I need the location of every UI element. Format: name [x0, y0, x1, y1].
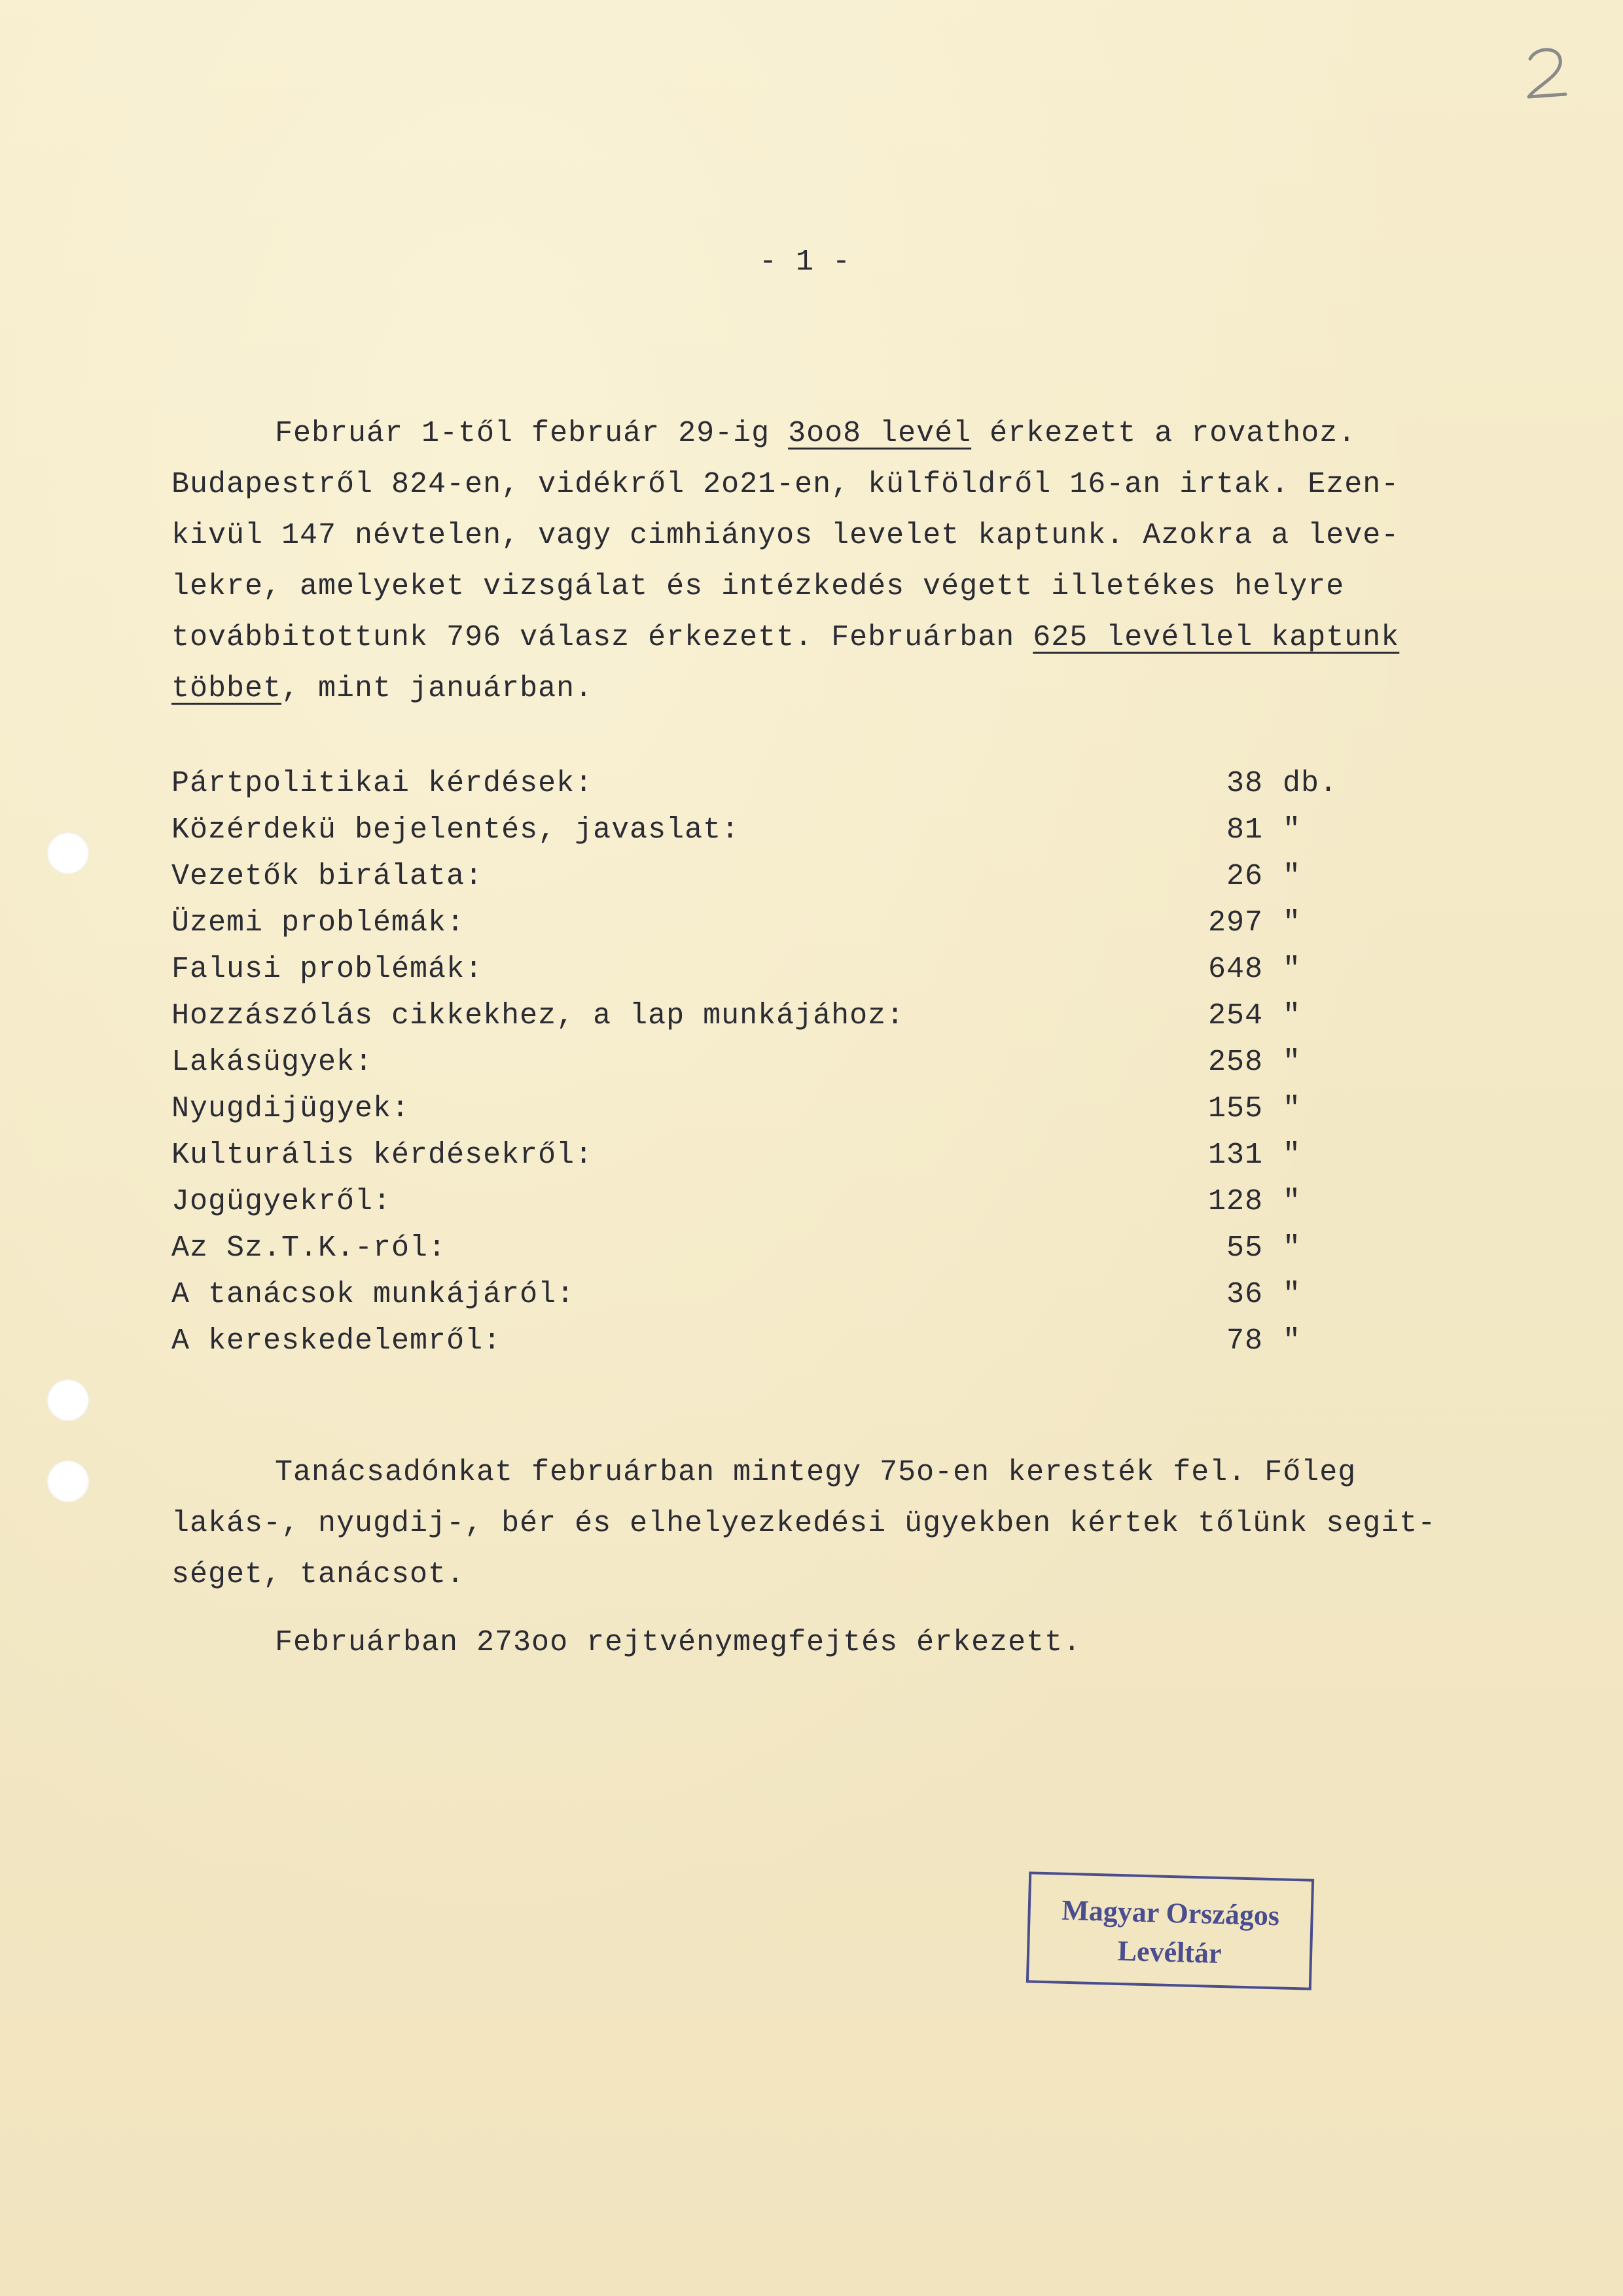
category-value: 131 — [1207, 1139, 1263, 1172]
category-label: Hozzászólás cikkekhez, a lap munkájához: — [171, 999, 905, 1033]
intro-line-1-end: érkezett a rovathoz. — [971, 417, 1357, 450]
intro-line-1-text: Február 1-től február 29-ig — [275, 417, 789, 450]
category-label: Jogügyekről: — [171, 1185, 392, 1218]
category-label: Közérdekü bejelentés, javaslat: — [171, 813, 740, 847]
increase-underlined: 625 levéllel kaptunk — [1033, 621, 1400, 654]
stamp-line-2: Levéltár — [1117, 1934, 1222, 1970]
intro-line-2: Budapestről 824-en, vidékről 2o21-en, külföldről 16-an irtak. Ezen- — [171, 468, 1400, 501]
consultation-line-3: séget, tanácsot. — [171, 1558, 465, 1591]
page-marker: - 1 - — [759, 245, 851, 279]
intro-line-6 — [171, 674, 593, 703]
category-unit: db. — [1283, 767, 1338, 800]
category-value: 55 — [1226, 1231, 1263, 1265]
category-value: 78 — [1226, 1324, 1263, 1358]
category-unit: " — [1283, 1185, 1302, 1218]
intro-line-4: lekre, amelyeket vizsgálat és intézkedés végett illetékes helyre — [171, 570, 1345, 603]
category-unit: " — [1283, 860, 1302, 893]
punch-hole-middle — [47, 1379, 89, 1421]
category-unit: " — [1283, 953, 1302, 986]
category-unit: " — [1283, 1139, 1302, 1172]
archive-stamp — [1026, 1871, 1314, 1990]
category-label: Lakásügyek: — [171, 1046, 374, 1079]
category-value: 36 — [1226, 1278, 1263, 1311]
category-label: Az Sz.T.K.-ról: — [171, 1231, 447, 1265]
punch-hole-top — [47, 832, 89, 874]
category-label: Üzemi problémák: — [171, 906, 465, 940]
category-value: 258 — [1207, 1046, 1263, 1079]
category-value: 128 — [1207, 1185, 1263, 1218]
category-label: Nyugdijügyek: — [171, 1092, 410, 1125]
intro-line-5-text: továbbitottunk 796 válasz érkezett. Februárban — [171, 621, 1033, 654]
stamp-line-1: Magyar Országos — [1061, 1894, 1280, 1932]
category-value: 26 — [1226, 860, 1263, 893]
puzzle-paragraph: Februárban 273oo rejtvénymegfejtés érkezett. — [275, 1626, 1082, 1659]
category-value: 155 — [1207, 1092, 1263, 1125]
category-value: 297 — [1207, 906, 1263, 940]
category-value: 648 — [1207, 953, 1263, 986]
punch-hole-bottom — [47, 1460, 89, 1502]
category-label: Kulturális kérdésekről: — [171, 1139, 594, 1172]
category-unit: " — [1283, 999, 1302, 1033]
consultation-line-2: lakás-, nyugdij-, bér és elhelyezkedési ügyekben kértek tőlünk segit- — [171, 1507, 1436, 1540]
category-value: 254 — [1207, 999, 1263, 1033]
intro-line-3: kivül 147 névtelen, vagy cimhiányos levelet kaptunk. Azokra a leve- — [171, 519, 1400, 552]
intro-line-6-end: , mint januárban. — [281, 672, 594, 705]
category-unit: " — [1283, 1046, 1302, 1079]
category-label: Vezetők birálata: — [171, 860, 484, 893]
letter-count-underlined: 3oo8 levél — [788, 417, 972, 450]
category-label: A kereskedelemről: — [171, 1324, 502, 1358]
category-unit: " — [1283, 1092, 1302, 1125]
category-label: A tanácsok munkájáról: — [171, 1278, 575, 1311]
more-underlined: többet — [171, 672, 282, 705]
intro-line-1 — [275, 419, 1356, 448]
handwritten-page-number — [1517, 39, 1576, 105]
category-unit: " — [1283, 813, 1302, 847]
category-unit: " — [1283, 1324, 1302, 1358]
category-unit: " — [1283, 906, 1302, 940]
consultation-line-1: Tanácsadónkat februárban mintegy 75o-en keresték fel. Főleg — [275, 1456, 1357, 1489]
category-label: Falusi problémák: — [171, 953, 484, 986]
category-unit: " — [1283, 1278, 1302, 1311]
category-value: 38 — [1226, 767, 1263, 800]
category-label: Pártpolitikai kérdések: — [171, 767, 594, 800]
category-unit: " — [1283, 1231, 1302, 1265]
category-value: 81 — [1226, 813, 1263, 847]
intro-line-5 — [171, 623, 1399, 652]
